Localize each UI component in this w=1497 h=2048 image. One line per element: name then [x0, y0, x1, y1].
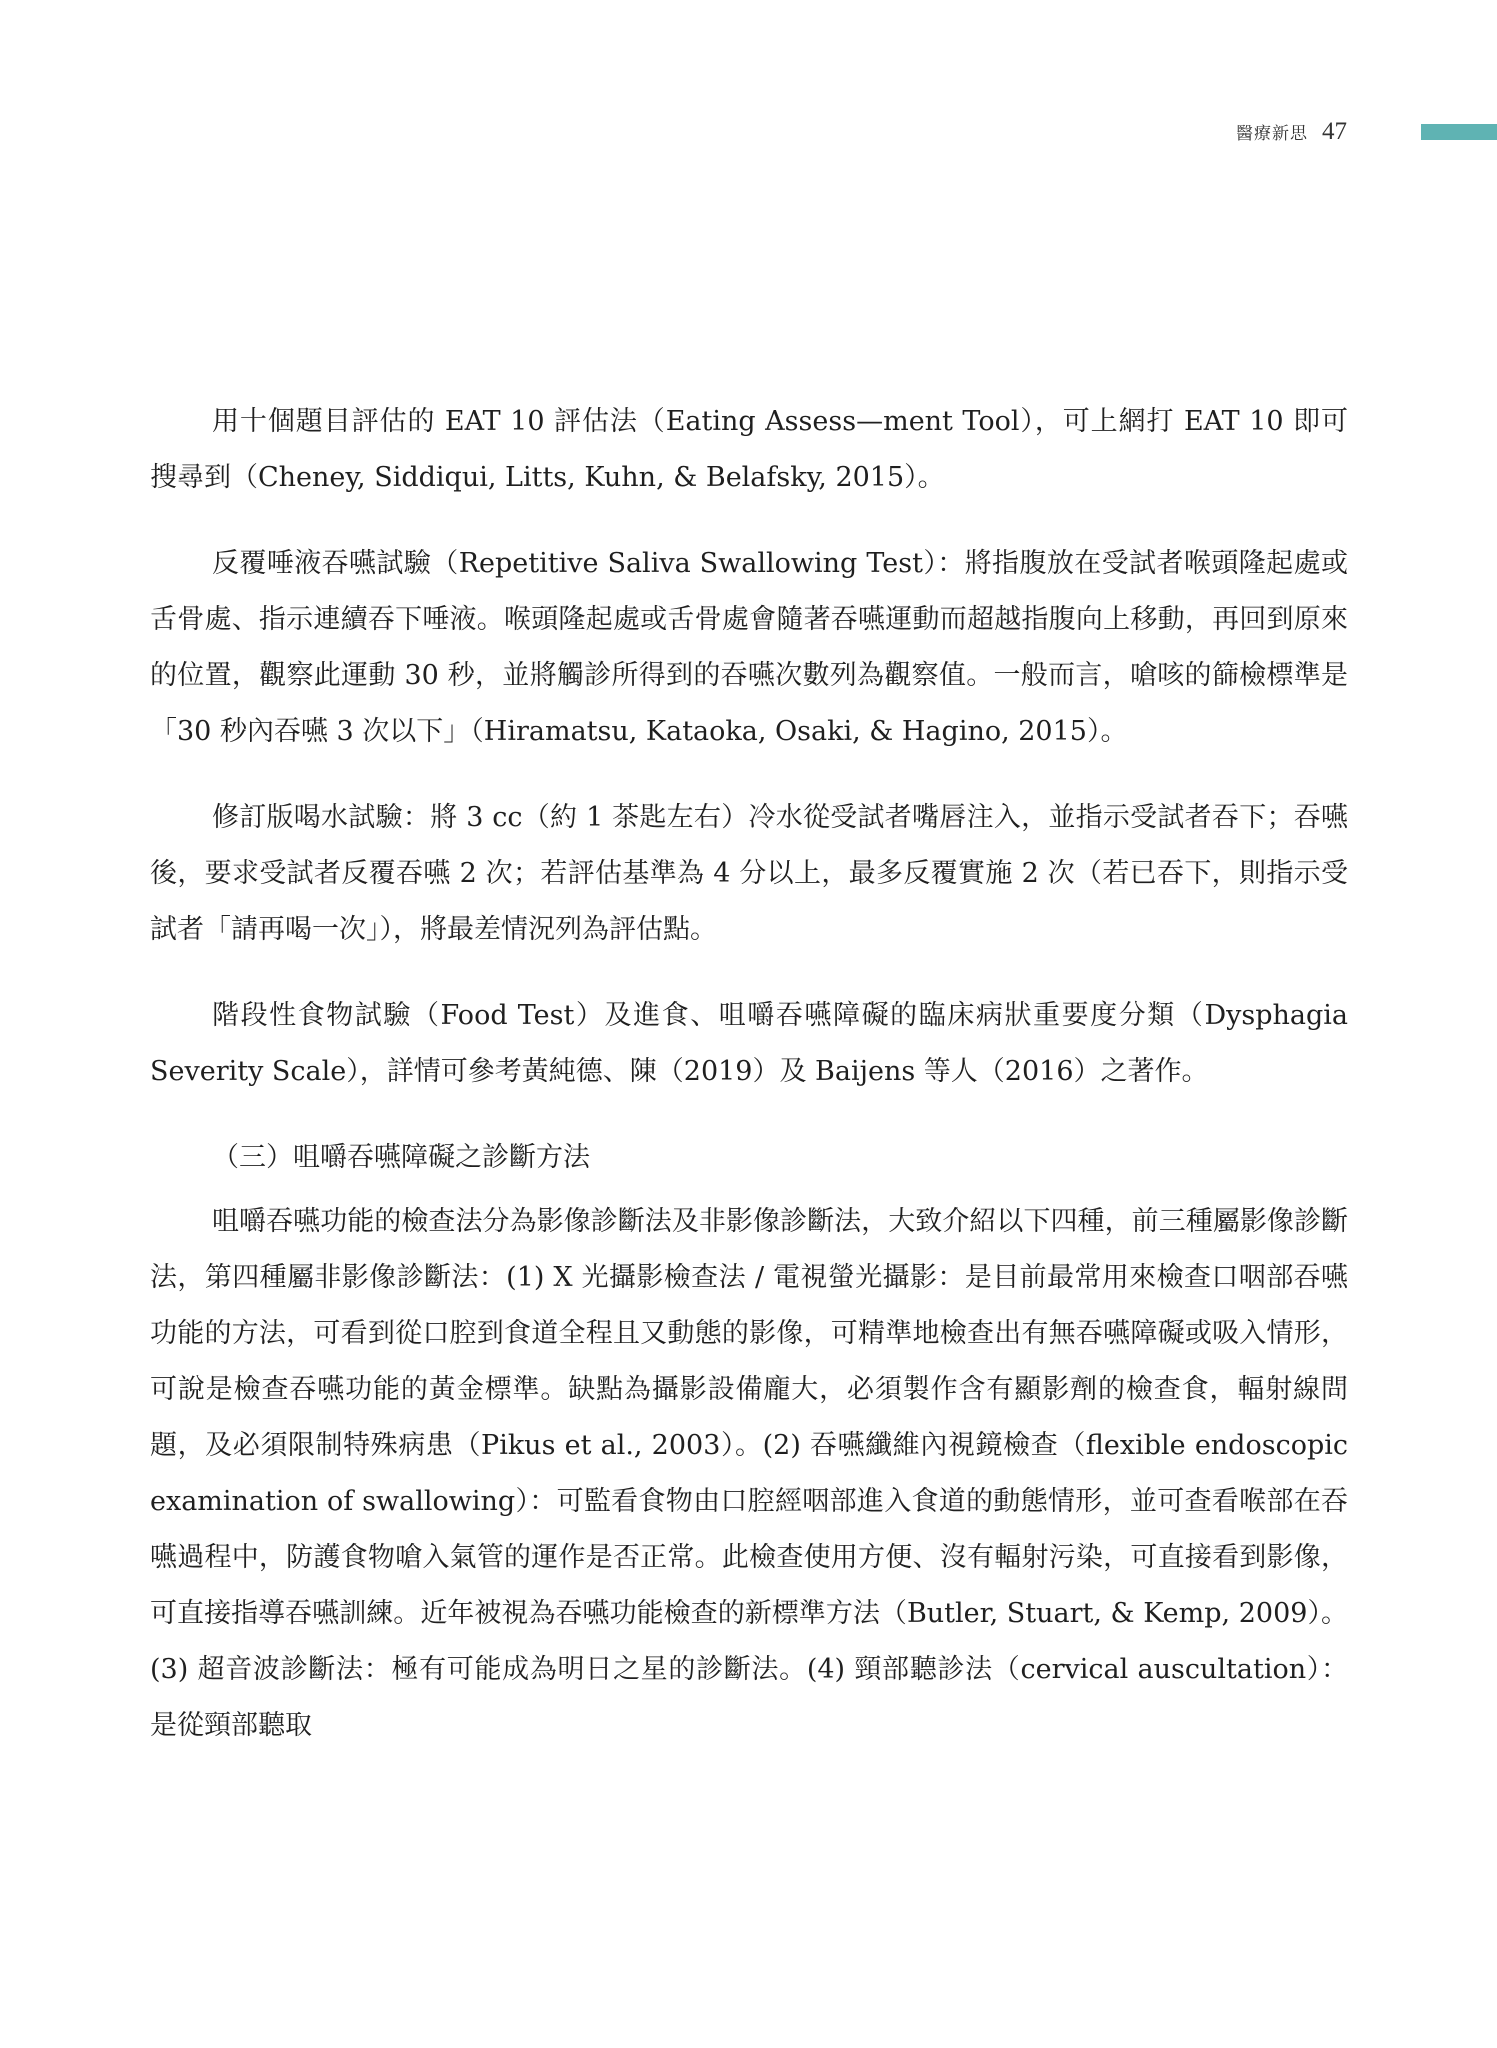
running-header [1236, 118, 1347, 146]
page-number: 47 [1322, 118, 1347, 145]
paragraph-diagnosis-methods: 咀嚼吞嚥功能的檢查法分為影像診斷法及非影像診斷法，大致介紹以下四種，前三種屬影像診斷法，第四種屬非影像診斷法：(1) X 光攝影檢查法 / 電視螢光攝影：是目前最常用來檢查口咽部吞嚥功能的方法，可看到從口腔到食道全程且又動態的影像，可精準地檢查出有無吞嚥障礙或吸入情形，可說是檢查吞嚥功能的黃金標準。缺點為攝影設備龐大，必須製作含有顯影劑的檢查食，輻射線問題，及必須限制特殊病患（Pikus et al., 2003）。(2) 吞嚥纖維內視鏡檢查（flexible endoscopic examination of swallowing）：可監看食物由口腔經咽部進入食道的動態情形，並可查看喉部在吞嚥過程中，防護食物嗆入氣管的運作是否正常。此檢查使用方便、沒有輻射污染，可直接看到影像，可直接指導吞嚥訓練。近年被視為吞嚥功能檢查的新標準方法（Butler, Stuart, & Kemp, 2009）。(3) 超音波診斷法：極有可能成為明日之星的診斷法。(4) 頸部聽診法（cervical auscultation）：是從頸部聽取 [150, 1206, 1348, 1741]
section-tab-marker [1421, 124, 1497, 140]
paragraph-food-test: 階段性食物試驗（Food Test）及進食、咀嚼吞嚥障礙的臨床病狀重要度分類（Dysphagia Severity Scale），詳情可參考黃純德、陳（2019）及 Baijens 等人（2016）之著作。 [150, 1000, 1348, 1087]
paragraph-water-test: 修訂版喝水試驗：將 3 cc（約 1 茶匙左右）冷水從受試者嘴唇注入，並指示受試者吞下；吞嚥後，要求受試者反覆吞嚥 2 次；若評估基準為 4 分以上，最多反覆實施 2 次（若已吞下，則指示受試者「請再喝一次」），將最差情況列為評估點。 [150, 802, 1348, 945]
section-heading: （三）咀嚼吞嚥障礙之診斷方法 [212, 1142, 590, 1173]
paragraph-eat10: 用十個題目評估的 EAT 10 評估法（Eating Assess—ment Tool），可上網打 EAT 10 即可搜尋到（Cheney, Siddiqui, Litts, Kuhn, & Belafsky, 2015）。 [150, 406, 1348, 493]
page-body [150, 394, 1348, 1784]
journal-title: 醫療新思 [1236, 124, 1308, 144]
paragraph-rsst: 反覆唾液吞嚥試驗（Repetitive Saliva Swallowing Test）：將指腹放在受試者喉頭隆起處或舌骨處、指示連續吞下唾液。喉頭隆起處或舌骨處會隨著吞嚥運動而超越指腹向上移動，再回到原來的位置，觀察此運動 30 秒，並將觸診所得到的吞嚥次數列為觀察值。一般而言，嗆咳的篩檢標準是「30 秒內吞嚥 3 次以下」（Hiramatsu, Kataoka, Osaki, & Hagino, 2015）。 [150, 548, 1348, 747]
